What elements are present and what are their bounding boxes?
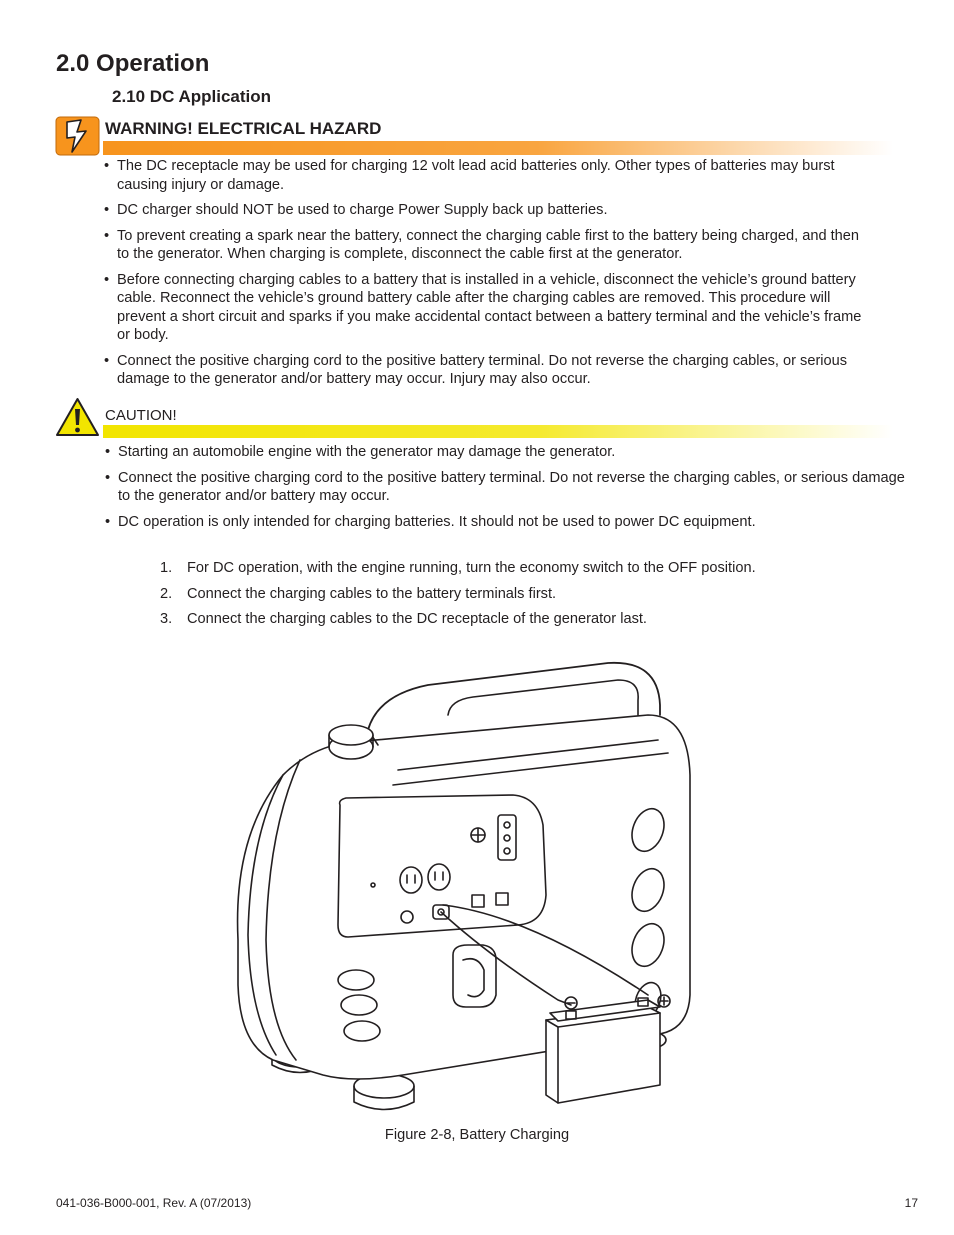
section-title: 2.0 Operation (56, 50, 210, 77)
step-item (160, 610, 920, 629)
list-item: • Connect the positive charging cord to the positive battery terminal. Do not reverse the charging cables, or serious damage to the generator and/or battery may occur. (105, 469, 910, 506)
list-item: • DC operation is only intended for charging batteries. It should not be used to power DC equipment. (105, 513, 910, 532)
step-item (160, 559, 920, 578)
list-item: • To prevent creating a spark near the battery, connect the charging cable first to the battery being charged, and then to the generator. When charging is complete, disconnect the cable first at the generator. (104, 227, 874, 264)
warning-list (104, 157, 874, 396)
step-text: Connect the charging cables to the battery terminals first. (187, 585, 557, 602)
warning-header-bar (103, 141, 893, 155)
subsection-title: 2.10 DC Application (112, 87, 272, 106)
step-number: 2. (160, 585, 173, 602)
exclamation-triangle-icon (55, 396, 100, 438)
caution-list (105, 443, 910, 538)
step-item (160, 585, 920, 604)
step-text: Connect the charging cables to the DC receptacle of the generator last. (187, 611, 647, 627)
step-number: 1. (160, 560, 173, 576)
lightning-bolt-icon (55, 116, 100, 156)
step-text: For DC operation, with the engine running, turn the economy switch to the OFF position. (187, 560, 756, 576)
list-item: • The DC receptacle may be used for charging 12 volt lead acid batteries only. Other types of batteries may burst causing injury or damage. (104, 157, 874, 194)
footer-doc-id: 041-036-B000-001, Rev. A (07/2013) (56, 1196, 252, 1210)
warning-title: WARNING! ELECTRICAL HAZARD (105, 119, 382, 138)
caution-header-bar (103, 425, 893, 438)
step-number: 3. (160, 611, 173, 627)
figure-caption: Figure 2-8, Battery Charging (384, 1127, 570, 1143)
list-item: • Starting an automobile engine with the generator may damage the generator. (105, 443, 910, 462)
list-item: • Connect the positive charging cord to the positive battery terminal. Do not reverse the charging cables, or serious damage to the generator and/or battery may occur. Injury may also occur. (104, 352, 874, 389)
steps-list (160, 559, 920, 636)
page-number: 17 (904, 1196, 918, 1210)
list-item: • Before connecting charging cables to a battery that is installed in a vehicle, disconnect the vehicle’s ground battery cable. Reconnect the vehicle’s ground battery cable after the charging cables are removed. This procedure will prevent a short circuit and sparks if you make accidental contact between a battery terminal and the vehicle’s frame or body. (104, 271, 874, 345)
list-item: • DC charger should NOT be used to charge Power Supply back up batteries. (104, 201, 874, 220)
caution-title: CAUTION! (105, 407, 177, 424)
generator-battery-charging-illustration (228, 655, 704, 1115)
